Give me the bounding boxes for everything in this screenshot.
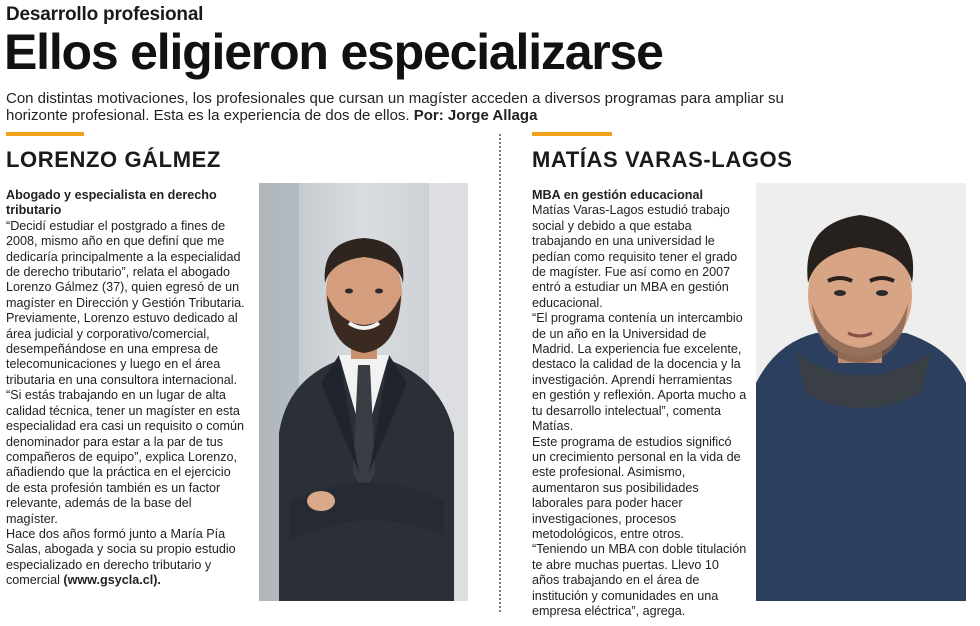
- article-headline: Ellos eligieron especializarse: [4, 24, 663, 80]
- man-in-suit-photo: [259, 183, 468, 601]
- profile-paragraph-text: Hace dos años formó junto a María Pía Salas, abogada y socia su propio estudio especializado en derecho tributario y comercial: [6, 526, 236, 588]
- profile-subhead-right: MBA en gestión educacional: [532, 188, 703, 202]
- profile-paragraph: [6, 527, 246, 589]
- byline: Por: Jorge Allaga: [413, 107, 538, 124]
- profile-paragraph: Este programa de estudios significó un crecimiento personal en la vida de este profesional. Asimismo, aumentaron sus posibilidades laborales para poder hacer investigaciones, procesos metodológicos, entre otros.: [532, 434, 741, 541]
- profile-body-right: [532, 188, 747, 619]
- profile-paragraph: “Si estás trabajando en un lugar de alta calidad técnica, tener un magíster en esta especialidad era casi un requisito o común denominador para estar a la par de tus compañeros de equipo”, explica Lorenzo, añadiendo que la práctica en el ejercicio de esta profesión también es un factor relevante, además de la base del magíster.: [6, 388, 245, 526]
- lead-text: Con distintas motivaciones, los profesionales que cursan un magíster acceden a diversos programas para ampliar su horizonte profesional. Esta es la experiencia de dos de ellos.: [6, 90, 784, 124]
- profile-paragraph: “Teniendo un MBA con doble titulación te abre muchas puertas. Llevo 10 años trabajando en el área de institución y comunidades en una empresa eléctrica”, agrega.: [532, 542, 747, 618]
- profile-name-right: MATÍAS VARAS-LAGOS: [532, 147, 793, 172]
- profile-photo-left: [259, 183, 468, 601]
- accent-bar-right: [532, 132, 612, 136]
- profile-subhead-left: Abogado y especialista en derecho tributario: [6, 188, 217, 218]
- profile-website: (www.gsycla.cl).: [63, 573, 161, 588]
- section-label: Desarrollo profesional: [6, 4, 204, 25]
- profile-name-left: LORENZO GÁLMEZ: [6, 147, 221, 172]
- article-lead: [6, 90, 826, 124]
- profile-photo-right: [756, 183, 966, 601]
- accent-bar-left: [6, 132, 84, 136]
- man-in-jacket-photo: [756, 183, 966, 601]
- column-divider: [499, 134, 501, 612]
- profile-paragraph: “Decidí estudiar el postgrado a fines de 2008, mismo año en que definí que me dedicaría principalmente a la especialidad de derecho tributario”, relata el abogado Lorenzo Gálmez (37), quien egresó de un magíster en Dirección y Gestión Tributaria. Previamente, Lorenzo estuvo dedicado al área judicial y corporativo/comercial, desempeñándose en una empresa de telecomunicaciones y luego en el área tributaria en una consultora internacional.: [6, 218, 245, 387]
- profile-paragraph: Matías Varas-Lagos estudió trabajo social y debido a que estaba trabajando en una universidad le pedían como requisito tener el grado de magíster. Fue así como en 2007 entró a estudiar un MBA en gestión educacional.: [532, 203, 738, 310]
- profile-paragraph: “El programa contenía un intercambio de un año en la Universidad de Madrid. La experiencia fue excelente, destaco la calidad de la docencia y la investigación. Aprendí herramientas en gestión y reflexión. Aporta mucho a tu desarrollo intelectual”, comenta Matías.: [532, 311, 747, 434]
- profile-body-left: [6, 188, 246, 589]
